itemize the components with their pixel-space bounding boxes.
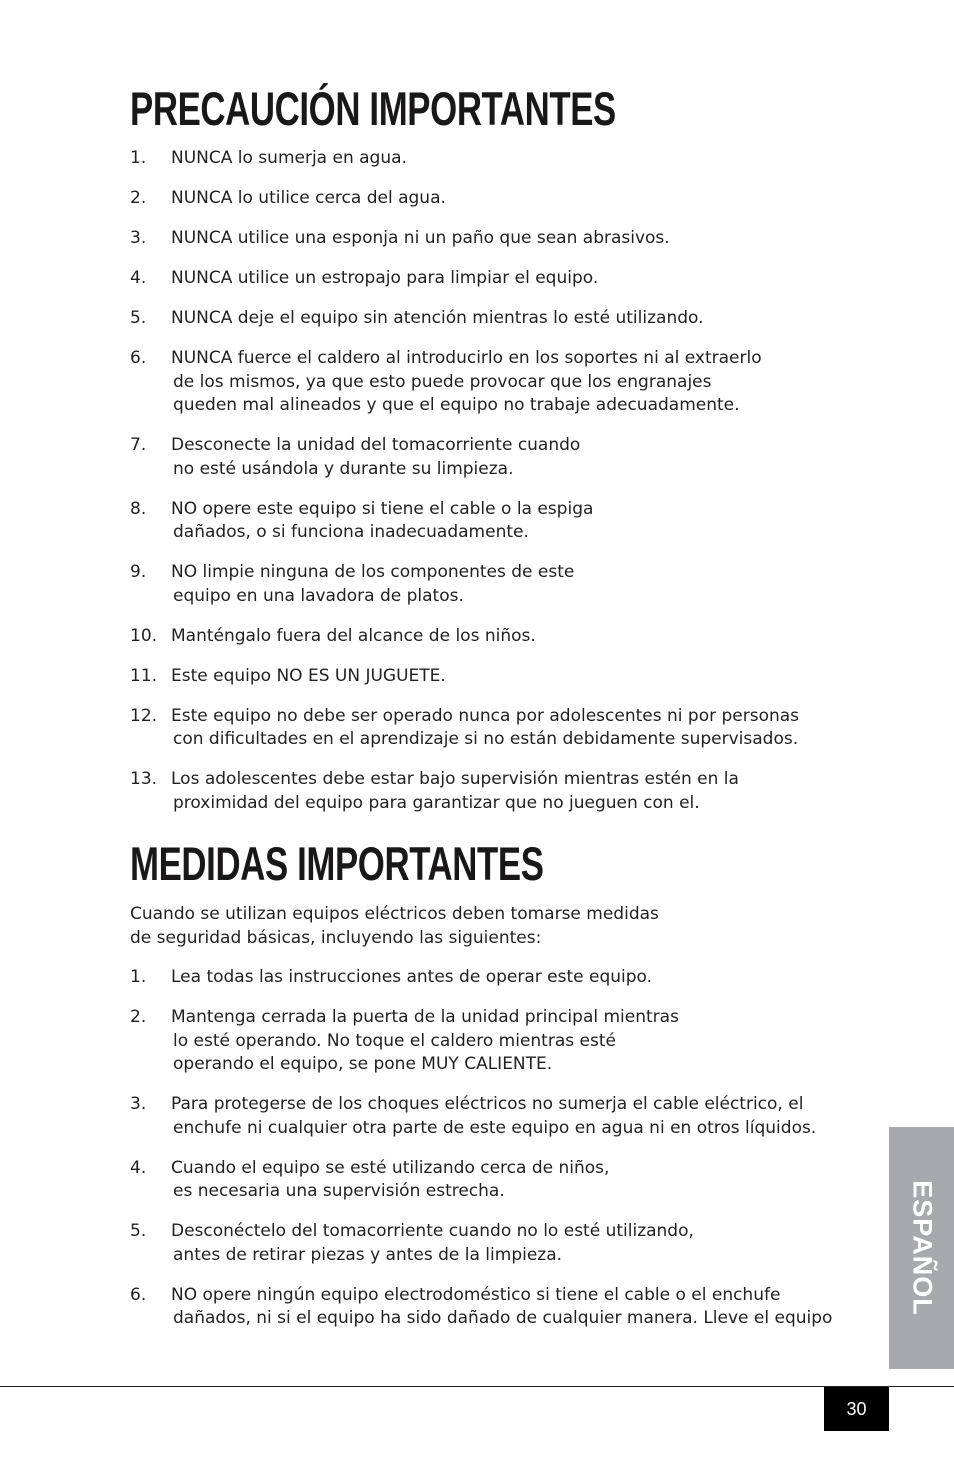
item-number: 7. [130, 435, 147, 455]
list-item [130, 347, 870, 418]
item-number: 10. [130, 625, 158, 646]
measures-intro [130, 903, 659, 950]
item-number: 9. [130, 562, 147, 582]
item-text-line: equipo en una lavadora de platos. [173, 585, 464, 606]
item-number: 1. [130, 967, 147, 987]
item-text-line: antes de retirar piezas y antes de la limpieza. [173, 1244, 563, 1265]
item-text-line: Cuando el equipo se esté utilizando cerca de niños, [171, 1157, 610, 1178]
item-text-line: no esté usándola y durante su limpieza. [173, 458, 514, 479]
item-text-line: NUNCA utilice un estropajo para limpiar el equipo. [171, 268, 599, 288]
item-number: 6. [130, 348, 147, 368]
measures-list [130, 966, 870, 1347]
page-number: 30 [824, 1387, 889, 1431]
list-item [130, 625, 870, 649]
footer-divider [0, 1386, 954, 1387]
list-item [130, 768, 870, 815]
item-number: 2. [130, 1007, 147, 1027]
list-item [130, 498, 870, 545]
item-text-line: enchufe ni cualquier otra parte de este equipo en agua ni en otros líquidos. [173, 1117, 817, 1138]
item-number: 4. [130, 268, 147, 288]
list-item [130, 561, 870, 608]
item-text-line: NO opere este equipo si tiene el cable o la espiga [171, 498, 594, 519]
item-text-line: NUNCA fuerce el caldero al introducirlo en los soportes ni al extraerlo [171, 348, 762, 368]
list-item [130, 434, 870, 481]
measures-intro-line: de seguridad básicas, incluyendo las siguientes: [130, 927, 542, 948]
list-item [130, 665, 870, 689]
item-text-line: Manténgalo fuera del alcance de los niños. [171, 625, 536, 646]
list-item [130, 1220, 870, 1267]
item-text-line: proximidad del equipo para garantizar que no jueguen con el. [173, 792, 700, 813]
list-item [130, 1006, 870, 1077]
item-number: 12. [130, 705, 158, 726]
item-number: 2. [130, 188, 147, 208]
item-number: 6. [130, 1284, 147, 1305]
item-text-line: Para protegerse de los choques eléctricos no sumerja el cable eléctrico, el [171, 1094, 804, 1114]
item-number: 13. [130, 769, 158, 789]
list-item [130, 267, 870, 291]
item-text-line: de los mismos, ya que esto puede provocar que los engranajes [173, 371, 712, 392]
list-item [130, 705, 870, 752]
item-text-line: dañados, o si funciona inadecuadamente. [173, 522, 529, 542]
item-text-line: con dificultades en el aprendizaje si no están debidamente supervisados. [173, 729, 799, 749]
item-text-line: Lea todas las instrucciones antes de operar este equipo. [171, 967, 653, 987]
measures-intro-line: Cuando se utilizan equipos eléctricos deben tomarse medidas [130, 904, 659, 924]
item-text-line: NO limpie ninguna de los componentes de este [171, 562, 575, 582]
item-number: 3. [130, 228, 147, 248]
item-number: 11. [130, 665, 158, 686]
item-text-line: Mantenga cerrada la puerta de la unidad principal mientras [171, 1007, 679, 1027]
language-tab [889, 1127, 954, 1369]
language-tab-label: ESPAÑOL [907, 1180, 937, 1316]
item-text-line: NUNCA lo utilice cerca del agua. [171, 188, 446, 208]
item-number: 5. [130, 308, 147, 328]
item-text-line: Desconéctelo del tomacorriente cuando no lo esté utilizando, [171, 1221, 694, 1241]
item-number: 5. [130, 1221, 147, 1241]
measures-heading: MEDIDAS IMPORTANTES [130, 837, 544, 890]
item-number: 1. [130, 148, 147, 168]
list-item [130, 147, 870, 171]
item-text-line: queden mal alineados y que el equipo no trabaje adecuadamente. [173, 395, 740, 415]
list-item [130, 1093, 870, 1140]
list-item [130, 1284, 870, 1331]
list-item [130, 307, 870, 331]
list-item [130, 227, 870, 251]
item-text-line: Este equipo NO ES UN JUGUETE. [171, 665, 446, 686]
item-text-line: operando el equipo, se pone MUY CALIENTE. [173, 1054, 553, 1074]
item-text-line: lo esté operando. No toque el caldero mientras esté [173, 1030, 616, 1051]
item-text-line: Este equipo no debe ser operado nunca por adolescentes ni por personas [171, 705, 800, 726]
item-text-line: Los adolescentes debe estar bajo supervisión mientras estén en la [171, 769, 739, 789]
item-number: 3. [130, 1094, 147, 1114]
precautions-heading: PRECAUCIÓN IMPORTANTES [130, 82, 616, 135]
item-text-line: NO opere ningún equipo electrodoméstico si tiene el cable o el enchufe [171, 1284, 781, 1305]
item-number: 4. [130, 1157, 147, 1178]
item-text-line: NUNCA deje el equipo sin atención mientras lo esté utilizando. [171, 308, 704, 328]
item-text-line: dañados, ni si el equipo ha sido dañado de cualquier manera. Lleve el equipo [173, 1308, 833, 1328]
item-text-line: NUNCA lo sumerja en agua. [171, 148, 407, 168]
list-item [130, 1157, 870, 1204]
list-item [130, 966, 870, 990]
list-item [130, 187, 870, 211]
precautions-list [130, 147, 870, 832]
item-text-line: es necesaria una supervisión estrecha. [173, 1181, 505, 1201]
item-number: 8. [130, 498, 147, 519]
item-text-line: Desconecte la unidad del tomacorriente cuando [171, 435, 581, 455]
item-text-line: NUNCA utilice una esponja ni un paño que sean abrasivos. [171, 228, 670, 248]
